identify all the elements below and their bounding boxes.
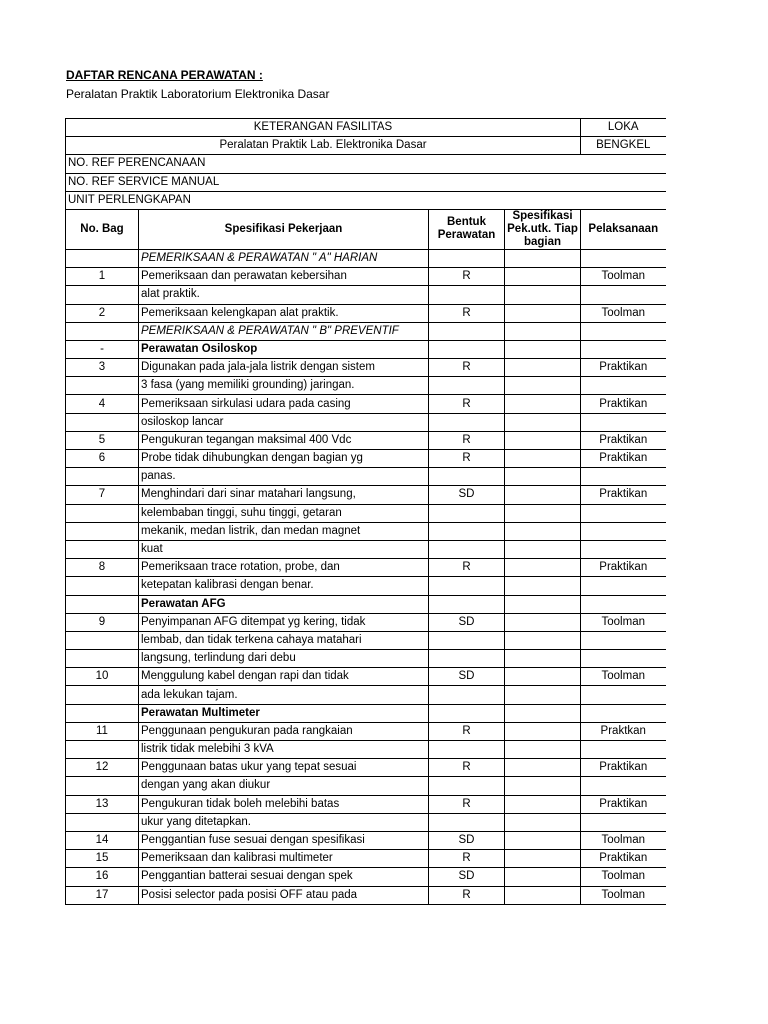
row-task-cell: dengan yang akan diukur	[139, 777, 429, 795]
row-task-cell: Menghindari dari sinar matahari langsung,	[139, 486, 429, 504]
table-row	[66, 268, 666, 286]
row-partspec-cell	[505, 322, 581, 340]
row-form-cell: R	[429, 795, 505, 813]
table-row	[66, 704, 666, 722]
row-form-cell: R	[429, 268, 505, 286]
row-partspec-cell	[505, 850, 581, 868]
row-task-cell: ketepatan kalibrasi dengan benar.	[139, 577, 429, 595]
row-partspec-cell	[505, 631, 581, 649]
col-header-spec: Spesifikasi Pekerjaan	[139, 209, 429, 249]
row-form-cell	[429, 340, 505, 358]
row-no-cell: 16	[66, 868, 139, 886]
row-task-cell: Perawatan Multimeter	[139, 704, 429, 722]
row-form-cell	[429, 504, 505, 522]
row-no-cell: 3	[66, 359, 139, 377]
row-exec-cell: Praktikan	[581, 759, 666, 777]
table-row	[66, 249, 666, 267]
row-no-cell: -	[66, 340, 139, 358]
facility-header: KETERANGAN FASILITAS	[66, 119, 581, 137]
row-form-cell: R	[429, 359, 505, 377]
row-partspec-cell	[505, 395, 581, 413]
table-row	[66, 431, 666, 449]
row-exec-cell	[581, 286, 666, 304]
row-task-cell: Penggantian batterai sesuai dengan spek	[139, 868, 429, 886]
table-row	[66, 722, 666, 740]
row-no-cell	[66, 413, 139, 431]
row-task-cell: panas.	[139, 468, 429, 486]
table-row	[66, 468, 666, 486]
row-no-cell	[66, 249, 139, 267]
row-no-cell	[66, 377, 139, 395]
row-form-cell	[429, 777, 505, 795]
row-partspec-cell	[505, 249, 581, 267]
row-no-cell	[66, 468, 139, 486]
row-form-cell	[429, 522, 505, 540]
table-row	[66, 795, 666, 813]
table-row	[66, 322, 666, 340]
row-form-cell: R	[429, 759, 505, 777]
row-exec-cell: Toolman	[581, 868, 666, 886]
row-no-cell: 13	[66, 795, 139, 813]
table-row	[66, 522, 666, 540]
row-task-cell: Pengukuran tidak boleh melebihi batas	[139, 795, 429, 813]
row-form-cell	[429, 577, 505, 595]
row-task-cell: Probe tidak dihubungkan dengan bagian yg	[139, 450, 429, 468]
row-task-cell: Penggunaan batas ukur yang tepat sesuai	[139, 759, 429, 777]
row-task-cell: PEMERIKSAAN & PERAWATAN " B" PREVENTIF	[139, 322, 429, 340]
row-no-cell	[66, 540, 139, 558]
facility-value: Peralatan Praktik Lab. Elektronika Dasar	[66, 137, 581, 155]
row-task-cell: Penggunaan pengukuran pada rangkaian	[139, 722, 429, 740]
col-header-exec: Pelaksanaan	[581, 209, 666, 249]
row-form-cell: R	[429, 431, 505, 449]
row-partspec-cell	[505, 486, 581, 504]
row-exec-cell: Praktikan	[581, 486, 666, 504]
row-partspec-cell	[505, 450, 581, 468]
document-subtitle: Peralatan Praktik Laboratorium Elektronika Dasar	[66, 87, 330, 101]
table-row	[66, 886, 666, 904]
ref-service-row	[66, 173, 666, 191]
row-partspec-cell	[505, 340, 581, 358]
table-row	[66, 831, 666, 849]
table-row	[66, 286, 666, 304]
row-exec-cell	[581, 540, 666, 558]
table-row	[66, 304, 666, 322]
row-partspec-cell	[505, 522, 581, 540]
row-exec-cell: Praktikan	[581, 559, 666, 577]
row-task-cell: Pemeriksaan trace rotation, probe, dan	[139, 559, 429, 577]
row-partspec-cell	[505, 613, 581, 631]
table-row	[66, 850, 666, 868]
row-task-cell: listrik tidak melebihi 3 kVA	[139, 741, 429, 759]
row-form-cell	[429, 686, 505, 704]
location-header: LOKA	[581, 119, 666, 137]
row-exec-cell: Toolman	[581, 668, 666, 686]
row-task-cell: lembab, dan tidak terkena cahaya matahari	[139, 631, 429, 649]
row-partspec-cell	[505, 268, 581, 286]
row-task-cell: Posisi selector pada posisi OFF atau pada	[139, 886, 429, 904]
row-form-cell	[429, 631, 505, 649]
row-partspec-cell	[505, 359, 581, 377]
unit-label: UNIT PERLENGKAPAN	[66, 191, 666, 209]
row-form-cell	[429, 286, 505, 304]
table-row	[66, 450, 666, 468]
row-partspec-cell	[505, 722, 581, 740]
row-no-cell: 14	[66, 831, 139, 849]
row-exec-cell	[581, 777, 666, 795]
row-exec-cell: Toolman	[581, 831, 666, 849]
row-exec-cell	[581, 577, 666, 595]
location-value: BENGKEL	[581, 137, 666, 155]
row-partspec-cell	[505, 668, 581, 686]
row-exec-cell	[581, 377, 666, 395]
row-partspec-cell	[505, 595, 581, 613]
row-form-cell: R	[429, 886, 505, 904]
row-exec-cell: Toolman	[581, 268, 666, 286]
table-row	[66, 559, 666, 577]
row-exec-cell	[581, 650, 666, 668]
row-partspec-cell	[505, 886, 581, 904]
row-partspec-cell	[505, 559, 581, 577]
table-row	[66, 868, 666, 886]
row-partspec-cell	[505, 741, 581, 759]
row-no-cell	[66, 686, 139, 704]
row-partspec-cell	[505, 777, 581, 795]
row-partspec-cell	[505, 540, 581, 558]
row-form-cell	[429, 249, 505, 267]
col-header-no: No. Bag	[66, 209, 139, 249]
row-exec-cell: Praktikan	[581, 850, 666, 868]
row-form-cell	[429, 813, 505, 831]
row-no-cell	[66, 504, 139, 522]
col-header-partspec: Spesifikasi Pek.utk. Tiap bagian	[505, 209, 581, 249]
row-exec-cell	[581, 813, 666, 831]
maintenance-table	[65, 118, 666, 905]
row-exec-cell	[581, 704, 666, 722]
row-form-cell: R	[429, 559, 505, 577]
table-row	[66, 504, 666, 522]
table-row	[66, 377, 666, 395]
row-exec-cell	[581, 249, 666, 267]
row-no-cell	[66, 777, 139, 795]
row-form-cell: R	[429, 850, 505, 868]
row-no-cell	[66, 704, 139, 722]
row-exec-cell	[581, 741, 666, 759]
row-no-cell	[66, 813, 139, 831]
row-task-cell: kelembaban tinggi, suhu tinggi, getaran	[139, 504, 429, 522]
row-exec-cell: Praktikan	[581, 431, 666, 449]
table-row	[66, 395, 666, 413]
row-exec-cell	[581, 468, 666, 486]
row-form-cell	[429, 704, 505, 722]
col-header-form: Bentuk Perawatan	[429, 209, 505, 249]
table-row	[66, 540, 666, 558]
row-form-cell	[429, 540, 505, 558]
row-exec-cell	[581, 322, 666, 340]
table-row	[66, 613, 666, 631]
row-form-cell: SD	[429, 486, 505, 504]
row-no-cell	[66, 595, 139, 613]
row-task-cell: Pemeriksaan sirkulasi udara pada casing	[139, 395, 429, 413]
row-partspec-cell	[505, 795, 581, 813]
row-task-cell: Pengukuran tegangan maksimal 400 Vdc	[139, 431, 429, 449]
row-task-cell: 3 fasa (yang memiliki grounding) jaringan.	[139, 377, 429, 395]
row-no-cell: 4	[66, 395, 139, 413]
row-form-cell: R	[429, 450, 505, 468]
row-no-cell	[66, 322, 139, 340]
row-no-cell: 11	[66, 722, 139, 740]
table-row	[66, 759, 666, 777]
row-partspec-cell	[505, 704, 581, 722]
row-partspec-cell	[505, 431, 581, 449]
row-exec-cell: Praktikan	[581, 395, 666, 413]
table-row	[66, 486, 666, 504]
row-form-cell: R	[429, 395, 505, 413]
row-no-cell: 5	[66, 431, 139, 449]
row-exec-cell	[581, 504, 666, 522]
row-task-cell: Perawatan Osiloskop	[139, 340, 429, 358]
row-exec-cell: Toolman	[581, 304, 666, 322]
row-exec-cell	[581, 522, 666, 540]
row-form-cell: SD	[429, 831, 505, 849]
row-task-cell: ada lekukan tajam.	[139, 686, 429, 704]
ref-planning-row	[66, 155, 666, 173]
row-form-cell	[429, 377, 505, 395]
column-header-row	[66, 209, 666, 249]
row-partspec-cell	[505, 413, 581, 431]
row-form-cell: SD	[429, 868, 505, 886]
unit-row	[66, 191, 666, 209]
row-partspec-cell	[505, 868, 581, 886]
row-partspec-cell	[505, 504, 581, 522]
ref-planning-label: NO. REF PERENCANAAN	[66, 155, 666, 173]
row-task-cell: langsung, terlindung dari debu	[139, 650, 429, 668]
facility-value-row	[66, 137, 666, 155]
row-no-cell	[66, 577, 139, 595]
row-task-cell: ukur yang ditetapkan.	[139, 813, 429, 831]
row-partspec-cell	[505, 468, 581, 486]
row-no-cell: 15	[66, 850, 139, 868]
row-form-cell: SD	[429, 613, 505, 631]
row-form-cell	[429, 468, 505, 486]
row-partspec-cell	[505, 377, 581, 395]
table-row	[66, 686, 666, 704]
row-task-cell: kuat	[139, 540, 429, 558]
row-partspec-cell	[505, 577, 581, 595]
row-no-cell: 12	[66, 759, 139, 777]
document-title: DAFTAR RENCANA PERAWATAN :	[66, 68, 263, 82]
table-row	[66, 668, 666, 686]
row-exec-cell: Praktikan	[581, 450, 666, 468]
row-partspec-cell	[505, 304, 581, 322]
row-form-cell	[429, 741, 505, 759]
table-row	[66, 777, 666, 795]
row-exec-cell	[581, 631, 666, 649]
table-row	[66, 577, 666, 595]
row-no-cell: 2	[66, 304, 139, 322]
row-task-cell: Pemeriksaan dan perawatan kebersihan	[139, 268, 429, 286]
row-task-cell: Penyimpanan AFG ditempat yg kering, tidak	[139, 613, 429, 631]
row-partspec-cell	[505, 286, 581, 304]
row-task-cell: Digunakan pada jala-jala listrik dengan sistem	[139, 359, 429, 377]
facility-header-row	[66, 119, 666, 137]
row-task-cell: osiloskop lancar	[139, 413, 429, 431]
table-row	[66, 741, 666, 759]
table-row	[66, 413, 666, 431]
row-no-cell: 9	[66, 613, 139, 631]
row-task-cell: Penggantian fuse sesuai dengan spesifikasi	[139, 831, 429, 849]
row-no-cell: 10	[66, 668, 139, 686]
row-no-cell: 7	[66, 486, 139, 504]
row-no-cell	[66, 650, 139, 668]
row-task-cell: mekanik, medan listrik, dan medan magnet	[139, 522, 429, 540]
row-exec-cell: Toolman	[581, 886, 666, 904]
row-task-cell: alat praktik.	[139, 286, 429, 304]
row-no-cell	[66, 522, 139, 540]
row-form-cell: R	[429, 304, 505, 322]
row-no-cell	[66, 286, 139, 304]
row-partspec-cell	[505, 759, 581, 777]
row-exec-cell: Praktikan	[581, 795, 666, 813]
table-row	[66, 631, 666, 649]
row-partspec-cell	[505, 813, 581, 831]
table-row	[66, 359, 666, 377]
row-form-cell: SD	[429, 668, 505, 686]
row-exec-cell	[581, 686, 666, 704]
row-task-cell: Perawatan AFG	[139, 595, 429, 613]
table-row	[66, 340, 666, 358]
row-form-cell	[429, 413, 505, 431]
table-row	[66, 813, 666, 831]
row-task-cell: PEMERIKSAAN & PERAWATAN " A" HARIAN	[139, 249, 429, 267]
row-partspec-cell	[505, 831, 581, 849]
row-exec-cell: Praktikan	[581, 359, 666, 377]
row-partspec-cell	[505, 650, 581, 668]
row-no-cell	[66, 741, 139, 759]
row-exec-cell: Praktkan	[581, 722, 666, 740]
row-form-cell: R	[429, 722, 505, 740]
row-exec-cell	[581, 340, 666, 358]
ref-service-label: NO. REF SERVICE MANUAL	[66, 173, 666, 191]
row-no-cell	[66, 631, 139, 649]
table-row	[66, 595, 666, 613]
row-form-cell	[429, 322, 505, 340]
row-no-cell: 1	[66, 268, 139, 286]
row-exec-cell	[581, 595, 666, 613]
row-partspec-cell	[505, 686, 581, 704]
row-form-cell	[429, 595, 505, 613]
row-no-cell: 6	[66, 450, 139, 468]
row-exec-cell	[581, 413, 666, 431]
row-task-cell: Menggulung kabel dengan rapi dan tidak	[139, 668, 429, 686]
row-no-cell: 8	[66, 559, 139, 577]
table-row	[66, 650, 666, 668]
row-no-cell: 17	[66, 886, 139, 904]
row-form-cell	[429, 650, 505, 668]
row-task-cell: Pemeriksaan kelengkapan alat praktik.	[139, 304, 429, 322]
row-task-cell: Pemeriksaan dan kalibrasi multimeter	[139, 850, 429, 868]
row-exec-cell: Toolman	[581, 613, 666, 631]
